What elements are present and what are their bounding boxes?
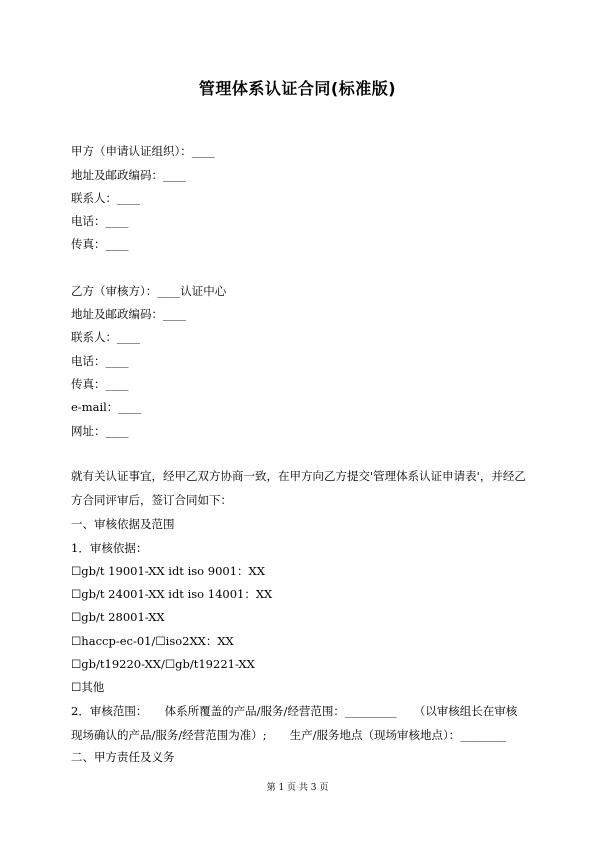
- standard-item: ☐其他: [71, 680, 105, 694]
- party-b-website: 网址：____: [71, 424, 129, 438]
- party-a-contact: 联系人：____: [71, 191, 140, 205]
- standard-item: ☐gb/t 19001-XX idt iso 9001：XX: [71, 564, 265, 578]
- standard-item: ☐gb/t 24001-XX idt iso 14001：XX: [71, 587, 273, 601]
- document-title: 管理体系认证合同(标准版): [198, 79, 397, 98]
- standard-item: ☐gb/t19220-XX/☐gb/t19221-XX: [71, 657, 255, 671]
- standard-item: ☐gb/t 28001-XX: [71, 610, 165, 624]
- party-b-address: 地址及邮政编码：____: [71, 307, 186, 321]
- section-2-heading: 二、甲方责任及义务: [71, 750, 175, 764]
- party-b-contact: 联系人：____: [71, 330, 140, 344]
- party-b-fax: 传真：____: [71, 377, 129, 391]
- party-a-phone: 电话：____: [71, 214, 129, 228]
- party-b-email: e-mail：____: [71, 400, 142, 414]
- audit-scope-paragraph: 2．审核范围： 体系所覆盖的产品/服务/经营范围：_________ （以审核组长在审核现场确认的产品/服务/经营范围为准）; 生产/服务地点（现场审核地点）：________: [71, 704, 518, 742]
- audit-basis-heading: 1．审核依据：: [71, 541, 148, 555]
- party-a-fax: 传真：____: [71, 237, 129, 251]
- party-a-address: 地址及邮政编码：____: [71, 168, 186, 182]
- standard-item: ☐haccp-ec-01/☐iso2XX：XX: [71, 634, 234, 648]
- party-b-org: 乙方（审核方）：____认证中心: [71, 284, 227, 298]
- intro-paragraph: 就有关认证事宜，经甲乙双方协商一致，在甲方向乙方提交'管理体系认证申请表'，并经乙方合同评审后，签订合同如下：: [71, 469, 526, 507]
- party-a-org: 甲方（申请认证组织）：____: [71, 144, 215, 158]
- page-footer: 第 1 页 共 3 页: [266, 783, 329, 793]
- section-1-heading: 一、审核依据及范围: [71, 517, 175, 531]
- party-b-phone: 电话：____: [71, 354, 129, 368]
